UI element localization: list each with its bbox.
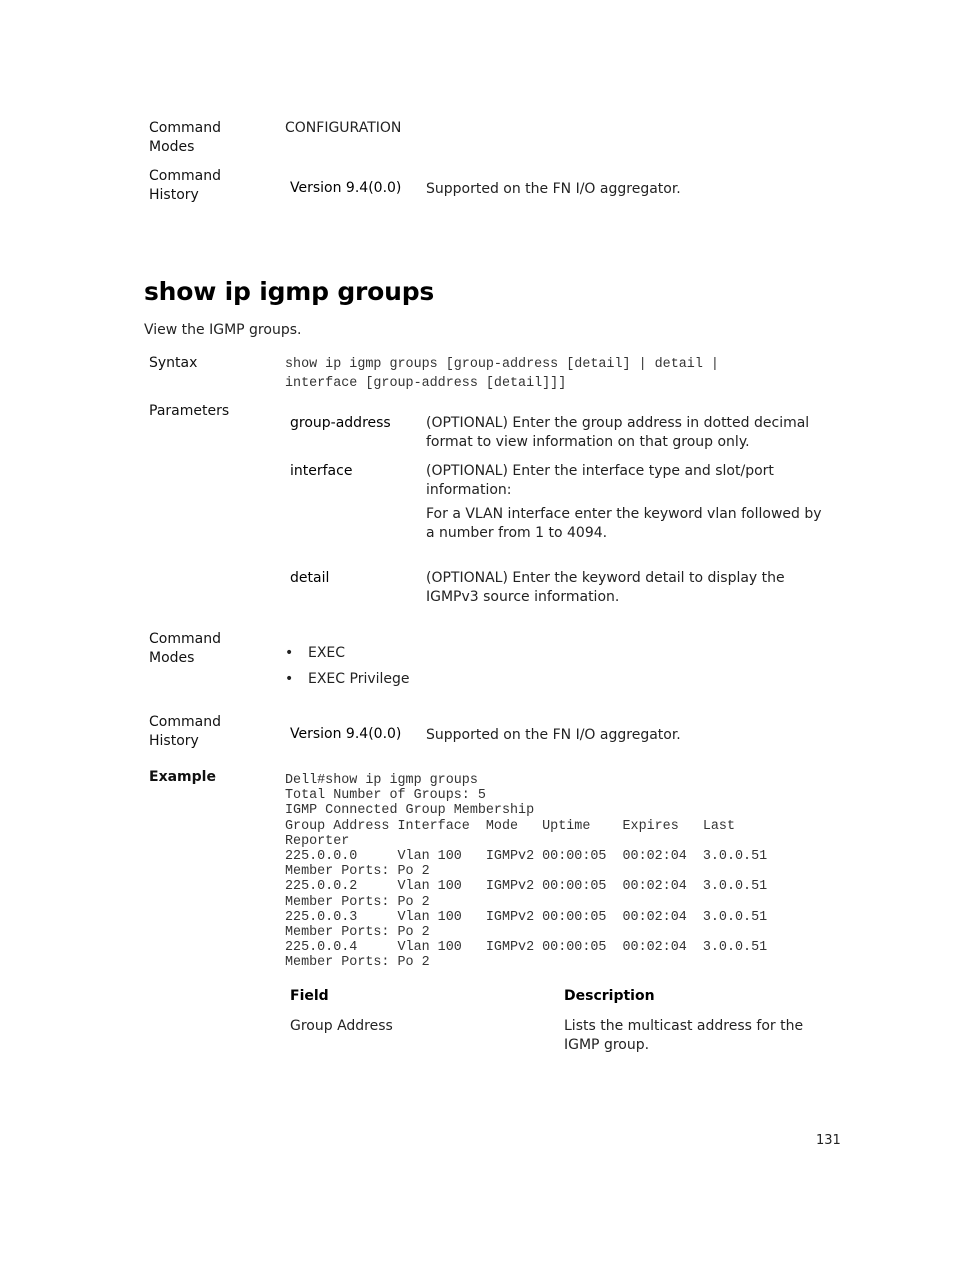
command-history-label-2: Command History — [149, 714, 221, 749]
list-item: • EXEC Privilege — [285, 670, 410, 689]
parameters-label: Parameters — [149, 403, 230, 419]
syntax-label: Syntax — [149, 355, 198, 371]
table-header-field: Field — [290, 988, 329, 1004]
param-name: group-address — [290, 415, 391, 431]
command-modes-list — [285, 644, 410, 696]
example-code: Dell#show ip igmp groups Total Number of Groups: 5 IGMP Connected Group Membership Group Address Interface Mode Uptime Expires Last Reporter 225.0.0.0 Vlan 100 IGMPv2 00:00:05 00:02:04 3.0.0.51 Member Ports: Po 2 225.0.0.2 Vlan 100 IGMPv2 00:00:05 00:02:04 3.0.0.51 Member Ports: Po 2 225.0.0.3 Vlan 100 IGMPv2 00:00:05 00:02:04 3.0.0.51 Member Ports: Po 2 225.0.0.4 Vlan 100 IGMPv2 00:00:05 00:02:04 3.0.0.51 Member Ports: Po 2 — [285, 773, 768, 971]
section-description: View the IGMP groups. — [144, 322, 302, 338]
param-name: interface — [290, 463, 353, 479]
param-description: (OPTIONAL) Enter the group address in dotted decimal format to view information on that group only. — [426, 415, 810, 450]
table-header-description: Description — [564, 988, 655, 1004]
command-modes-label: Command Modes — [149, 120, 221, 155]
section-title: show ip igmp groups — [144, 277, 435, 306]
command-modes-value: CONFIGURATION — [285, 120, 402, 136]
command-history-label: Command History — [149, 168, 221, 203]
page-number: 131 — [816, 1133, 841, 1148]
command-modes-label-2: Command Modes — [149, 631, 221, 666]
param-name: detail — [290, 570, 330, 586]
list-item: • EXEC — [285, 644, 410, 663]
param-extra: For a VLAN interface enter the keyword vlan followed by a number from 1 to 4094. — [426, 506, 822, 541]
history-description: Supported on the FN I/O aggregator. — [426, 181, 681, 197]
table-cell-description: Lists the multicast address for the IGMP group. — [564, 1018, 804, 1053]
history-version-2: Version 9.4(0.0) — [290, 726, 402, 742]
param-description: (OPTIONAL) Enter the keyword detail to display the IGMPv3 source information. — [426, 570, 785, 605]
history-version: Version 9.4(0.0) — [290, 180, 402, 196]
history-description-2: Supported on the FN I/O aggregator. — [426, 727, 681, 743]
syntax-code: show ip igmp groups [group-address [detail] | detail | interface [group-address [detail]]] — [285, 357, 719, 391]
example-label: Example — [149, 769, 216, 785]
param-description: (OPTIONAL) Enter the interface type and slot/port information: — [426, 463, 774, 498]
table-cell-field: Group Address — [290, 1018, 393, 1034]
